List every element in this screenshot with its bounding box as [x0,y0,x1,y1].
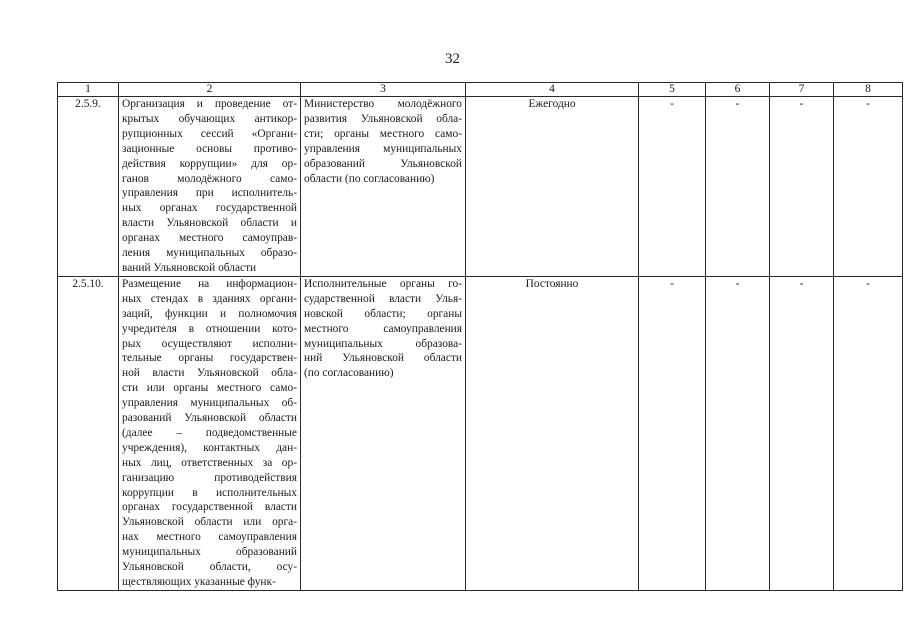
cell-col-8: - [834,97,903,277]
text-line: власти Ульяновской области и [122,217,297,230]
text-line: Ульяновской области или орга- [122,516,297,529]
text-line: Размещение на информацион- [122,277,297,290]
text-line: коррупции в исполнительных [122,486,297,499]
text-line: (далее – подведомственные [122,426,297,439]
measures-table [57,82,903,591]
text-line: ществляющих указанные функ- [122,576,276,588]
text-line: органах местного самоуправ- [122,232,297,245]
row-number: 2.5.10. [58,276,119,590]
measure-description [119,276,301,590]
row-number: 2.5.9. [58,97,119,277]
cell-col-6: - [706,97,770,277]
text-line: зационные основы противо- [122,142,297,155]
text-line: (по согласованию) [304,367,394,380]
text-line: ления муниципальных образо- [122,247,297,260]
text-line: управления при исполнитель- [122,187,297,200]
column-number-row [58,83,903,97]
text-line: учредителя в отношении кото- [122,322,297,335]
measure-executor [301,276,466,590]
text-line: развития Ульяновской обла- [304,112,462,125]
table-row [58,276,903,590]
text-line: области (по согласованию) [304,172,435,185]
measure-term: Постоянно [466,276,639,590]
text-line: заций, функции и полномочия [122,307,297,320]
text-line: образований Ульяновской [304,157,462,170]
column-header-8: 8 [834,83,903,97]
cell-col-8: - [834,276,903,590]
text-line: Ульяновской области, осу- [122,561,297,574]
text-line: ных стендах в зданиях органи- [122,292,297,305]
column-header-5: 5 [639,83,706,97]
text-line: ний Ульяновской области [304,352,462,365]
column-header-3: 3 [301,83,466,97]
text-line: муниципальных образований [122,546,297,559]
column-header-6: 6 [706,83,770,97]
column-header-1: 1 [58,83,119,97]
page-number: 32 [445,51,460,67]
text-line: ганов молодёжного само- [122,172,297,185]
text-line: ных органах государственной [122,202,297,215]
text-line: сти; органы местного само- [304,127,462,140]
text-line: управления муниципальных об- [122,397,297,410]
table-row [58,97,903,277]
text-line: крытых обучающих антикор- [122,112,297,125]
text-line: Исполнительные органы го- [304,277,462,290]
text-line: местного самоуправления [304,322,462,335]
cell-col-6: - [706,276,770,590]
text-line: действия коррупции» для ор- [122,157,297,170]
measure-term: Ежегодно [466,97,639,277]
text-line: ваний Ульяновской области [122,261,257,274]
text-line: учреждения), контактных дан- [122,441,297,454]
measure-executor [301,97,466,277]
cell-col-7: - [770,276,834,590]
column-header-7: 7 [770,83,834,97]
cell-col-5: - [639,276,706,590]
text-line: управления муниципальных [304,142,462,155]
column-header-2: 2 [119,83,301,97]
text-line: органах государственной власти [122,501,297,514]
text-line: рых осуществляют исполни- [122,337,297,350]
text-line: сударственной власти Улья- [304,292,462,305]
text-line: рупционных сессий «Органи- [122,127,297,140]
text-line: разований Ульяновской области [122,412,297,425]
cell-col-5: - [639,97,706,277]
text-line: муниципальных образова- [304,337,462,350]
text-line: нах местного самоуправления [122,531,297,544]
text-line: Организация и проведение от- [122,98,297,110]
text-line: тельные органы государствен- [122,352,297,365]
measure-description [119,97,301,277]
text-line: ной власти Ульяновской обла- [122,367,297,380]
text-line: ных лиц, ответственных за ор- [122,456,297,469]
column-header-4: 4 [466,83,639,97]
text-line: сти или органы местного само- [122,382,297,395]
text-line: Министерство молодёжного [304,98,462,110]
cell-col-7: - [770,97,834,277]
text-line: ганизацию противодействия [122,471,297,484]
text-line: новской области; органы [304,307,462,320]
